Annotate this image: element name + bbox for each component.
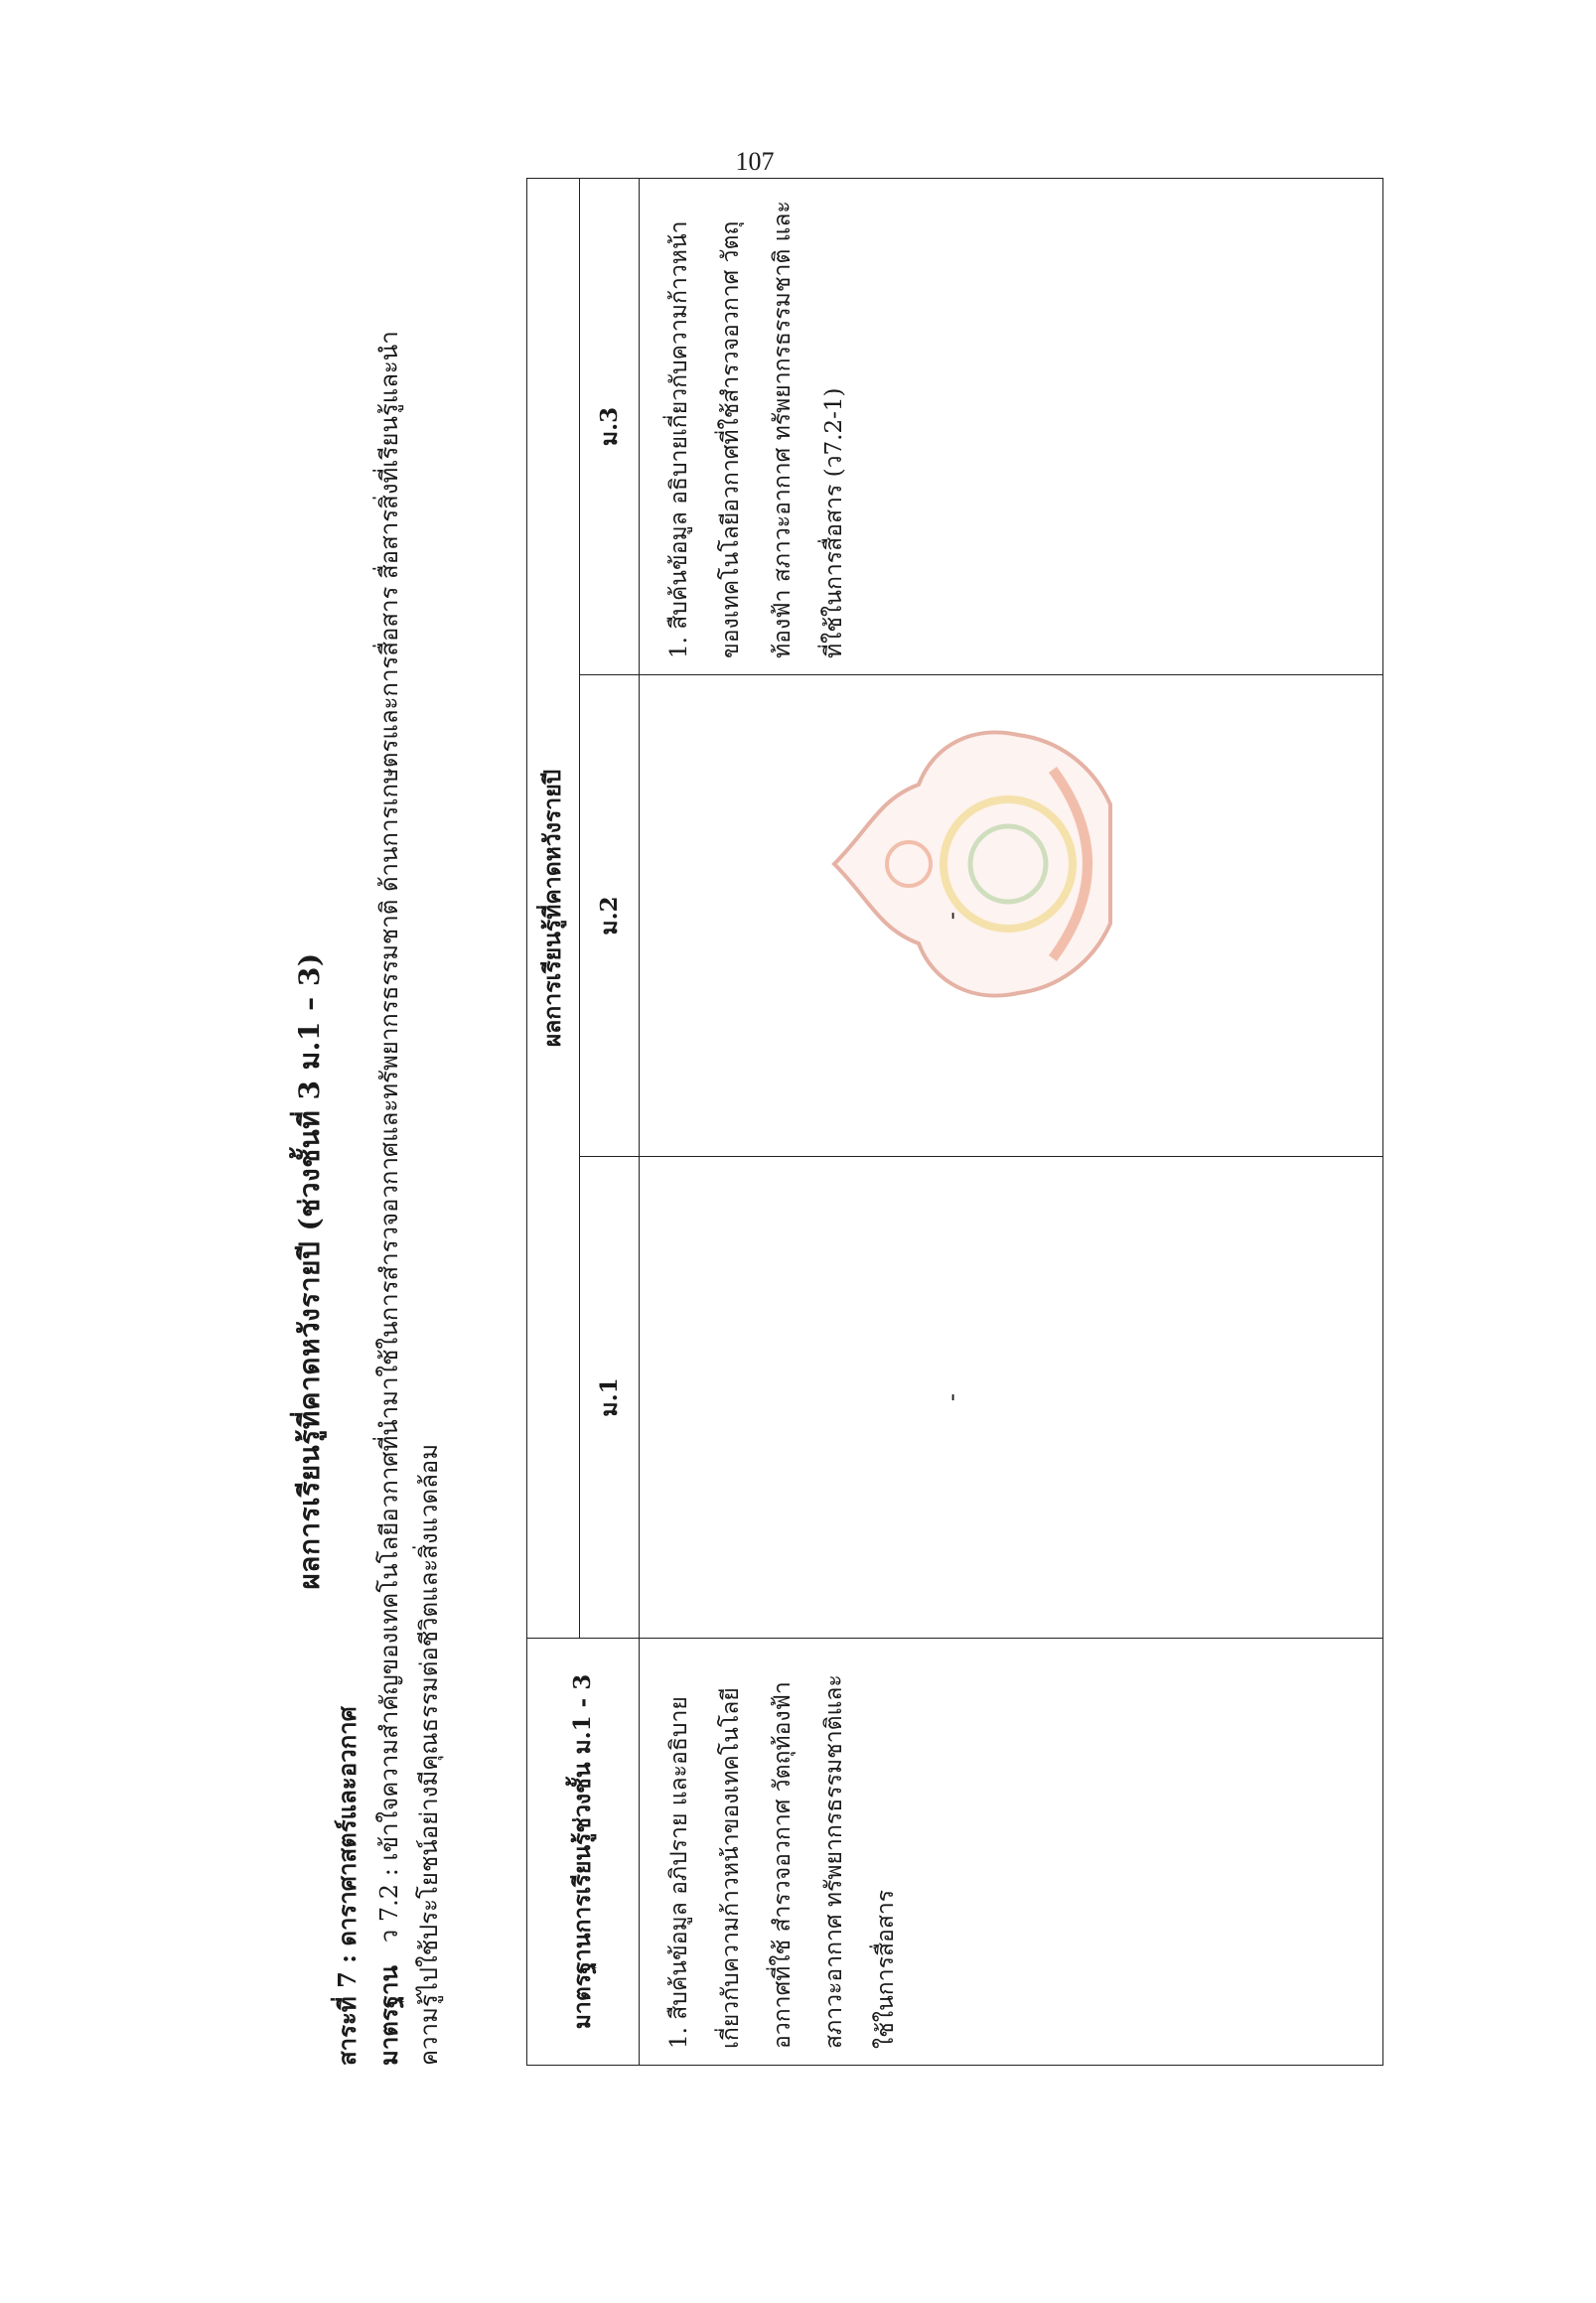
grade-header-m2: ม.2: [580, 675, 640, 1157]
learning-outcomes-table: [526, 178, 1383, 2066]
strand-line: [328, 1706, 366, 2066]
m3-cell: [640, 179, 1383, 675]
strand-label: สาระที่ 7 :: [333, 1954, 362, 2066]
grade-header-m1: ม.1: [580, 1157, 640, 1639]
m2-cell-text: -: [938, 911, 965, 921]
standard-label: มาตรฐาน: [374, 1965, 403, 2066]
standard-cell: [640, 1639, 1383, 2066]
grade-header-m3: ม.3: [580, 179, 640, 675]
standard-text: ว 7.2 : เข้าใจความสำคัญของเทคโนโลยีอวกาศที่นำมาใช้ในการสำรวจอวกาศและทรัพยากรธรรมชาติ ด้านการเกษตรและการสื่อสาร สื่อสารสิ่งที่เรียนรู้และนำ: [375, 331, 403, 1943]
rotated-page-content: [258, 201, 1351, 2185]
table-row: [640, 179, 1383, 2066]
emblem-watermark: [824, 715, 1122, 1013]
m1-cell-text: -: [938, 1392, 965, 1402]
page-title: ผลการเรียนรู้ที่คาดหวังรายปี (ช่วงชั้นที่ 3 ม.1 – 3): [293, 952, 326, 1590]
standard-cell-text: 1. สืบค้นข้อมูล อภิปราย และอธิบายเกี่ยวกับความก้าวหน้าของเทคโนโลยีอวกาศที่ใช้ สำรวจอวกาศ วัตถุท้องฟ้าสภาวะอากาศ ทรัพยากรธรรมชาติและใช้ในการสื่อสาร: [666, 1674, 899, 2049]
page-number: 107: [735, 147, 775, 176]
m3-cell-text: 1. สืบค้นข้อมูล อธิบายเกี่ยวกับความก้าวหน้าของเทคโนโลยีอวกาศที่ใช้สำรวจอวกาศ วัตถุท้องฟ้า สภาวะอากาศ ทรัพยากรธรรมชาติ และที่ใช้ในการสื่อสาร (ว7.2-1): [666, 201, 847, 658]
m1-cell: [640, 1157, 1383, 1639]
standard-column-header: มาตรฐานการเรียนรู้ช่วงชั้น ม.1 - 3: [527, 1639, 640, 2066]
strand-value: ดาราศาสตร์และอวกาศ: [333, 1706, 362, 1946]
standard-text-continued: ความรู้ไปใช้ประโยชน์อย่างมีคุณธรรมต่อชีวิตและสิ่งแวดล้อม: [415, 1443, 443, 2066]
standard-line: [369, 331, 408, 2066]
expected-outcomes-group-header: ผลการเรียนรู้ที่คาดหวังรายปี: [527, 179, 580, 1639]
